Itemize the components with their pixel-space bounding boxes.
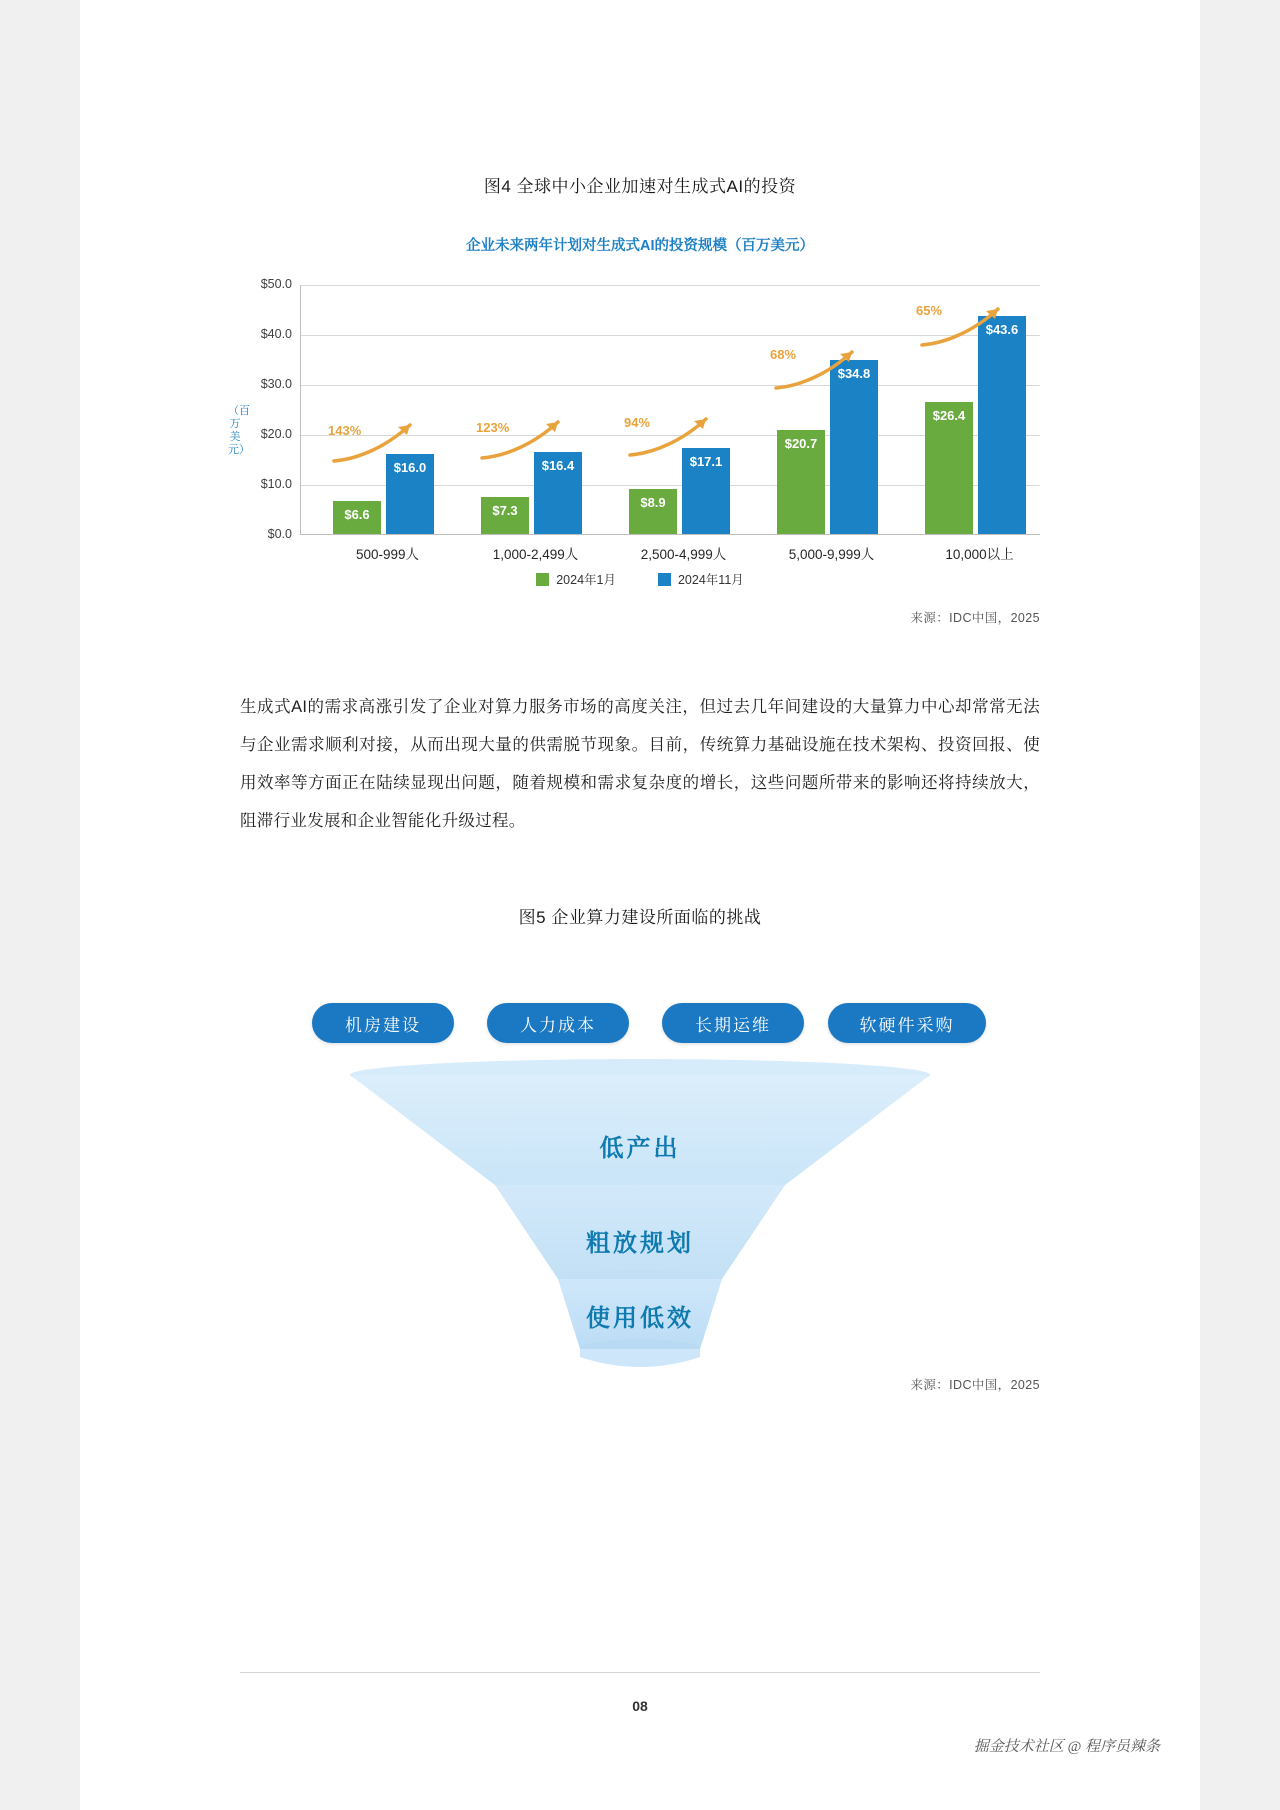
growth-annotation-g5: 65% [916,303,943,318]
growth-arrow-g3 [624,407,729,462]
bar-value-label: $8.9 [640,495,666,510]
growth-arrow-g1 [328,413,433,468]
footer-divider [240,1672,1040,1673]
legend-item-2024-11 [658,570,744,588]
x-tick-label: 1,000-2,499人 [492,547,579,562]
growth-arrow-g4 [770,340,875,395]
y-axis-title: （百万美元） [228,405,250,456]
figure4-title: 图4 全球中小企业加速对生成式AI的投资 [483,177,797,196]
chart-subtitle: 企业未来两年计划对生成式AI的投资规模（百万美元） [466,238,814,254]
challenge-pill-2: 人力成本 [487,1003,629,1043]
bar-value-label: $26.4 [932,408,966,423]
funnel-level-2-label: 粗放规划 [586,1230,694,1257]
growth-annotation-g3: 94% [624,415,651,430]
figure5-source: 来源：IDC中国，2025 [910,1378,1040,1392]
bar-2024-01-g2 [481,497,529,534]
growth-arrow-g5 [916,297,1021,352]
legend-swatch-blue [658,573,671,586]
funnel-level-3-label: 使用低效 [586,1305,694,1332]
figure5-title: 图5 企业算力建设所面临的挑战 [518,908,762,927]
gridline [300,385,1040,386]
growth-arrow-g2 [476,410,581,465]
challenge-pill-4: 软硬件采购 [828,1003,986,1043]
x-tick-label: 5,000-9,999人 [788,547,875,562]
figure4-source: 来源：IDC中国，2025 [910,611,1040,625]
funnel-diagram [280,995,1000,1375]
y-tick: $0.0 [267,527,292,541]
challenge-pill-3: 长期运维 [662,1003,804,1043]
bar-value-label: $6.6 [344,507,370,522]
gridline [300,285,1040,286]
x-axis [300,534,1040,535]
y-axis [300,285,301,535]
bar-value-label: $17.1 [689,454,723,469]
bar-value-label: $34.8 [837,366,871,381]
challenge-pill-1: 机房建设 [312,1003,454,1043]
x-tick-label: 2,500-4,999人 [640,547,727,562]
growth-annotation-g1: 143% [328,423,362,438]
page-number: 08 [632,1698,648,1714]
x-tick-label: 500-999人 [355,547,420,562]
bar-value-label: $16.4 [541,458,575,473]
bar-2024-01-g5 [925,402,973,534]
bar-value-label: $7.3 [492,503,518,518]
chart-legend [80,570,1200,588]
y-tick: $10.0 [260,477,292,491]
bar-2024-01-g3 [629,489,677,534]
document-page [80,0,1200,1810]
growth-annotation-g2: 123% [476,420,510,435]
y-tick: $30.0 [260,377,292,391]
bar-value-label: $43.6 [985,322,1019,337]
bar-value-label: $16.0 [393,460,427,475]
legend-swatch-green [536,573,549,586]
bar-2024-01-g4 [777,430,825,534]
bar-value-label: $20.7 [784,436,818,451]
watermark: 掘金技术社区 @ 程序员辣条 [973,1739,1160,1755]
legend-label: 2024年11月 [677,573,744,587]
x-tick-label: 10,000以上 [945,547,1014,562]
legend-label: 2024年1月 [556,573,616,587]
body-paragraph: 生成式AI的需求高涨引发了企业对算力服务市场的高度关注，但过去几年间建设的大量算力中心却常常无法与企业需求顺利对接，从而出现大量的供需脱节现象。目前，传统算力基础设施在技术架构、投资回报、使用效率等方面正在陆续显现出问题，随着规模和需求复杂度的增长，这些问题所带来的影响还将持续放大，阻滞行业发展和企业智能化升级过程。 [240,698,1040,830]
y-tick: $20.0 [260,427,292,441]
y-tick: $40.0 [260,327,292,341]
growth-annotation-g4: 68% [770,347,797,362]
funnel-level-1-label: 低产出 [599,1135,681,1162]
bar-2024-01-g1 [333,501,381,534]
bar-chart [240,277,1040,562]
legend-item-2024-01 [536,570,616,588]
y-tick: $50.0 [260,277,292,291]
